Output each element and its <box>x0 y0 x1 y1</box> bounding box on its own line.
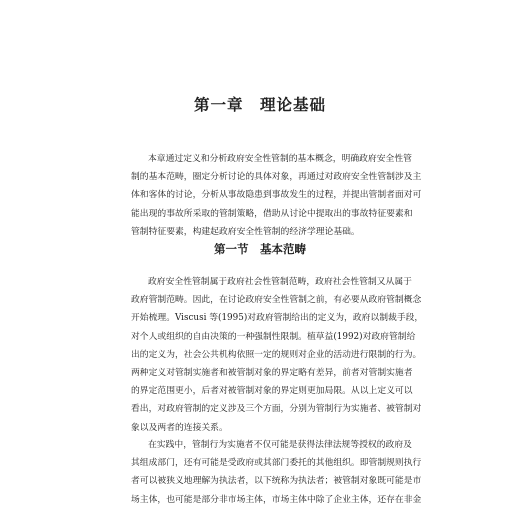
text-line: 能出现的事故所采取的管制策略，借助从讨论中提取出的事故特征要素和 <box>131 208 413 219</box>
text-line: 两种定义对管制实施者和被管制对象的界定略有差异，前者对管制实施者 <box>131 367 413 378</box>
text-line: 政府管制范畴。因此，在讨论政府安全性管制之前，有必要从政府管制概念 <box>131 295 422 306</box>
chapter-title: 第一章 理论基础 <box>193 95 326 114</box>
text-line: 本章通过定义和分析政府安全性管制的基本概念，明确政府安全性管 <box>148 154 412 164</box>
text-line: 其组成部门，还有可能是受政府或其部门委托的其他组织。即管制规则执行 <box>131 458 422 469</box>
text-line: 政府安全性管制属于政府社会性管制范畴，政府社会性管制又从属于 <box>148 277 412 287</box>
text-line: 出的定义为，社会公共机构依照一定的规则对企业的活动进行限制的行为。 <box>131 349 422 360</box>
text-line: 者可以被狭义地理解为执法者，以下统称为执法者；被管制对象既可能是市 <box>131 476 422 487</box>
text-line: 开始梳理。Viscusi 等(1995)对政府管制给出的定义为，政府以制裁手段， <box>131 313 424 324</box>
text-line: 对个人或组织的自由决策的一种强制性限制。植草益(1992)对政府管制给 <box>131 331 416 342</box>
text-line: 场主体，也可能是部分非市场主体，市场主体中除了企业主体，还存在非金 <box>131 494 422 505</box>
text-line: 管制特征要素，构建起政府安全性管制的经济学理论基础。 <box>131 226 360 237</box>
body-paragraph <box>131 436 422 509</box>
body-paragraph <box>131 273 424 437</box>
intro-paragraph <box>131 150 422 241</box>
text-line: 的界定范围更小，后者对被管制对象的界定则更加局限。从以上定义可以 <box>131 386 413 397</box>
section-title: 第一节 基本范畴 <box>214 242 306 256</box>
text-line: 体和客体的讨论，分析从事故隐患到事故发生的过程，并提出管制者面对可 <box>131 190 422 201</box>
text-line: 象以及两者的连接关系。 <box>131 422 228 433</box>
text-line: 制的基本范畴，圈定分析讨论的具体对象，再通过对政府安全性管制涉及主 <box>131 172 422 183</box>
text-line: 看出，对政府管制的定义涉及三个方面，分别为管制行为实施者、被管制对 <box>131 404 422 415</box>
text-line: 在实践中，管制行为实施者不仅可能是获得法律法规等授权的政府及 <box>148 440 412 450</box>
